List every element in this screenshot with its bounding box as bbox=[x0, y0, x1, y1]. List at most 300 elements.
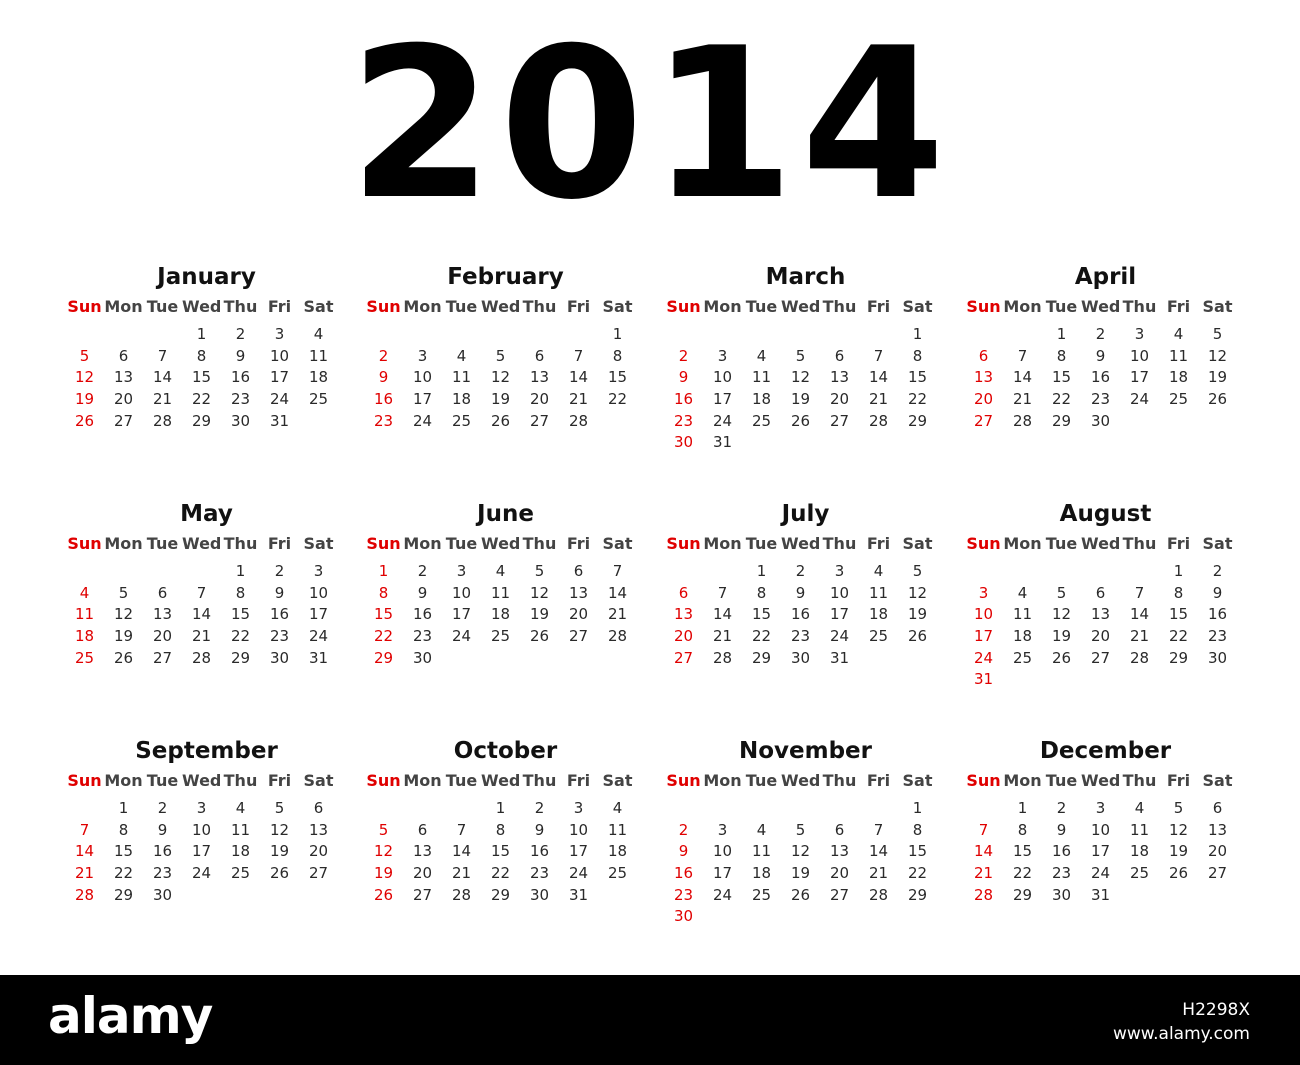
calendar-day: 11 bbox=[607, 820, 628, 839]
calendar-day: 6 bbox=[978, 346, 989, 365]
calendar-day: 27 bbox=[829, 885, 850, 904]
calendar-day: 6 bbox=[534, 346, 545, 365]
calendar-day: 14 bbox=[868, 368, 889, 387]
calendar-day: 11 bbox=[1012, 605, 1033, 624]
calendar-day: 2 bbox=[678, 346, 689, 365]
calendar-day: 18 bbox=[490, 605, 511, 624]
weekday-header: Fri bbox=[866, 297, 891, 316]
calendar-day: 15 bbox=[751, 605, 772, 624]
empty-day bbox=[664, 798, 703, 820]
empty-day bbox=[182, 561, 221, 583]
calendar-day: 24 bbox=[829, 627, 850, 646]
calendar-day: 26 bbox=[74, 411, 95, 430]
weekday-header: Sat bbox=[902, 771, 933, 790]
calendar-day: 6 bbox=[573, 562, 584, 580]
calendar-day: 8 bbox=[912, 346, 923, 365]
weekday-header: Wed bbox=[481, 297, 521, 316]
calendar-day: 25 bbox=[751, 411, 772, 430]
calendar-day: 2 bbox=[235, 325, 246, 343]
calendar-day: 23 bbox=[152, 864, 173, 883]
calendar-day: 2 bbox=[1095, 325, 1106, 343]
calendar-day: 27 bbox=[113, 411, 134, 430]
calendar-day: 14 bbox=[152, 368, 173, 387]
calendar-day: 27 bbox=[412, 885, 433, 904]
calendar-day: 5 bbox=[1173, 799, 1184, 817]
calendar-day: 3 bbox=[717, 346, 728, 365]
calendar-day: 19 bbox=[790, 864, 811, 883]
calendar-day: 19 bbox=[269, 842, 290, 861]
calendar-day: 9 bbox=[274, 583, 285, 602]
weekday-header: Sun bbox=[666, 534, 701, 553]
calendar-day: 29 bbox=[1168, 648, 1189, 667]
calendar-day: 30 bbox=[673, 907, 694, 926]
calendar-day: 14 bbox=[712, 605, 733, 624]
weekday-header: Fri bbox=[267, 534, 292, 553]
calendar-day: 23 bbox=[373, 411, 394, 430]
weekday-header: Sun bbox=[666, 771, 701, 790]
calendar-day: 3 bbox=[1095, 799, 1106, 817]
weekday-header: Tue bbox=[745, 297, 778, 316]
month-name: July bbox=[781, 501, 830, 527]
weekday-header: Sat bbox=[602, 534, 633, 553]
weekday-header: Fri bbox=[267, 297, 292, 316]
calendar-day: 25 bbox=[74, 648, 95, 667]
calendar-day: 22 bbox=[1168, 627, 1189, 646]
weekday-header: Sun bbox=[67, 297, 102, 316]
weekday-header: Tue bbox=[445, 534, 478, 553]
calendar-day: 24 bbox=[1129, 390, 1150, 409]
calendar-day: 29 bbox=[191, 411, 212, 430]
calendar-day: 14 bbox=[1129, 605, 1150, 624]
month-april bbox=[964, 262, 1239, 432]
calendar-day: 9 bbox=[1056, 820, 1067, 839]
weekday-header: Fri bbox=[1166, 297, 1191, 316]
calendar-day: 13 bbox=[1090, 605, 1111, 624]
weekday-header: Thu bbox=[223, 297, 258, 316]
image-id: H2298X bbox=[1182, 1000, 1250, 1020]
calendar-day: 11 bbox=[451, 368, 472, 387]
calendar-day: 25 bbox=[607, 864, 628, 883]
calendar-day: 10 bbox=[973, 605, 994, 624]
empty-day bbox=[364, 324, 403, 346]
calendar-day: 30 bbox=[152, 885, 173, 904]
calendar-day: 4 bbox=[495, 562, 506, 580]
calendar-day: 31 bbox=[829, 648, 850, 667]
calendar-day: 23 bbox=[673, 411, 694, 430]
calendar-day: 5 bbox=[274, 799, 285, 817]
empty-day bbox=[742, 798, 781, 820]
calendar-day: 6 bbox=[1212, 799, 1223, 817]
calendar-day: 21 bbox=[152, 390, 173, 409]
weekday-header: Wed bbox=[1081, 771, 1121, 790]
calendar-day: 15 bbox=[1168, 605, 1189, 624]
empty-day bbox=[143, 561, 182, 583]
calendar-day: 20 bbox=[1090, 627, 1111, 646]
calendar-day: 8 bbox=[495, 820, 506, 839]
empty-day bbox=[442, 324, 481, 346]
calendar-day: 15 bbox=[907, 368, 928, 387]
empty-day bbox=[403, 324, 442, 346]
day-grid bbox=[664, 324, 939, 454]
empty-day bbox=[703, 324, 742, 346]
calendar-day: 5 bbox=[1212, 325, 1223, 343]
weekday-header: Sun bbox=[666, 297, 701, 316]
calendar-day: 8 bbox=[196, 346, 207, 365]
calendar-day: 26 bbox=[1051, 648, 1072, 667]
calendar-day: 26 bbox=[269, 864, 290, 883]
calendar-day: 28 bbox=[191, 648, 212, 667]
weekday-header: Mon bbox=[104, 297, 143, 316]
weekday-header: Wed bbox=[1081, 297, 1121, 316]
calendar-day: 7 bbox=[873, 346, 884, 365]
day-grid bbox=[964, 561, 1239, 691]
empty-day bbox=[703, 561, 742, 583]
calendar-day: 12 bbox=[1168, 820, 1189, 839]
weekday-header-row bbox=[964, 529, 1239, 559]
calendar-day: 31 bbox=[269, 411, 290, 430]
weekday-header: Sat bbox=[1202, 534, 1233, 553]
calendar-day: 13 bbox=[152, 605, 173, 624]
calendar-day: 18 bbox=[308, 368, 329, 387]
calendar-day: 9 bbox=[157, 820, 168, 839]
calendar-day: 22 bbox=[607, 390, 628, 409]
weekday-header: Sun bbox=[966, 297, 1001, 316]
calendar-day: 8 bbox=[756, 583, 767, 602]
day-grid bbox=[65, 798, 340, 906]
weekday-header: Fri bbox=[267, 771, 292, 790]
weekday-header-row bbox=[964, 766, 1239, 796]
calendar-day: 31 bbox=[712, 433, 733, 452]
calendar-day: 29 bbox=[113, 885, 134, 904]
empty-day bbox=[664, 324, 703, 346]
calendar-day: 15 bbox=[1012, 842, 1033, 861]
calendar-day: 19 bbox=[74, 390, 95, 409]
month-name: September bbox=[135, 738, 278, 764]
calendar-day: 9 bbox=[678, 368, 689, 387]
weekday-header-row bbox=[364, 529, 639, 559]
weekday-header: Thu bbox=[822, 297, 857, 316]
month-november bbox=[664, 736, 939, 928]
calendar-day: 22 bbox=[751, 627, 772, 646]
month-september bbox=[65, 736, 340, 906]
month-february bbox=[364, 262, 639, 432]
month-name: March bbox=[765, 264, 846, 290]
calendar-day: 2 bbox=[534, 799, 545, 817]
weekday-header: Tue bbox=[445, 297, 478, 316]
empty-day bbox=[143, 324, 182, 346]
calendar-day: 28 bbox=[973, 885, 994, 904]
weekday-header: Sat bbox=[902, 297, 933, 316]
calendar-day: 16 bbox=[1051, 842, 1072, 861]
empty-day bbox=[65, 324, 104, 346]
brand-logo: alamy bbox=[48, 987, 213, 1045]
calendar-day: 21 bbox=[74, 864, 95, 883]
weekday-header: Sun bbox=[966, 534, 1001, 553]
calendar-day: 28 bbox=[712, 648, 733, 667]
site-url: www.alamy.com bbox=[1112, 1024, 1250, 1044]
empty-day bbox=[1120, 561, 1159, 583]
calendar-day: 5 bbox=[912, 562, 923, 580]
calendar-day: 9 bbox=[417, 583, 428, 602]
calendar-day: 10 bbox=[829, 583, 850, 602]
calendar-day: 14 bbox=[1012, 368, 1033, 387]
calendar-day: 2 bbox=[795, 562, 806, 580]
calendar-day: 8 bbox=[1056, 346, 1067, 365]
day-grid bbox=[65, 561, 340, 669]
calendar-day: 2 bbox=[1056, 799, 1067, 817]
calendar-day: 27 bbox=[529, 411, 550, 430]
calendar-day: 20 bbox=[829, 864, 850, 883]
calendar-day: 16 bbox=[230, 368, 251, 387]
calendar-day: 13 bbox=[673, 605, 694, 624]
calendar-day: 6 bbox=[417, 820, 428, 839]
calendar-day: 16 bbox=[529, 842, 550, 861]
weekday-header: Thu bbox=[1122, 534, 1157, 553]
empty-day bbox=[364, 798, 403, 820]
empty-day bbox=[65, 561, 104, 583]
calendar-day: 1 bbox=[1056, 325, 1067, 343]
calendar-day: 4 bbox=[873, 562, 884, 580]
calendar-day: 17 bbox=[712, 390, 733, 409]
month-march bbox=[664, 262, 939, 454]
calendar-day: 23 bbox=[269, 627, 290, 646]
calendar-day: 11 bbox=[751, 842, 772, 861]
calendar-day: 15 bbox=[1051, 368, 1072, 387]
weekday-header: Fri bbox=[866, 771, 891, 790]
calendar-day: 27 bbox=[1090, 648, 1111, 667]
calendar-day: 6 bbox=[678, 583, 689, 602]
calendar-day: 6 bbox=[834, 820, 845, 839]
weekday-header-row bbox=[664, 529, 939, 559]
calendar-day: 8 bbox=[912, 820, 923, 839]
weekday-header: Thu bbox=[1122, 297, 1157, 316]
month-may bbox=[65, 499, 340, 669]
calendar-day: 8 bbox=[612, 346, 623, 365]
calendar-day: 24 bbox=[308, 627, 329, 646]
calendar-day: 7 bbox=[456, 820, 467, 839]
calendar-day: 9 bbox=[678, 842, 689, 861]
weekday-header: Thu bbox=[522, 534, 557, 553]
calendar-day: 26 bbox=[790, 411, 811, 430]
weekday-header: Sat bbox=[902, 534, 933, 553]
empty-day bbox=[742, 324, 781, 346]
calendar-day: 23 bbox=[412, 627, 433, 646]
calendar-day: 3 bbox=[196, 799, 207, 817]
calendar-day: 10 bbox=[308, 583, 329, 602]
calendar-day: 11 bbox=[751, 368, 772, 387]
calendar-day: 17 bbox=[1090, 842, 1111, 861]
calendar-day: 13 bbox=[113, 368, 134, 387]
calendar-day: 2 bbox=[678, 820, 689, 839]
calendar-day: 5 bbox=[795, 820, 806, 839]
weekday-header-row bbox=[364, 766, 639, 796]
weekday-header-row bbox=[65, 292, 340, 322]
calendar-day: 20 bbox=[973, 390, 994, 409]
calendar-day: 2 bbox=[1212, 562, 1223, 580]
empty-day bbox=[781, 324, 820, 346]
calendar-day: 15 bbox=[907, 842, 928, 861]
weekday-header: Tue bbox=[1045, 534, 1078, 553]
calendar-day: 23 bbox=[790, 627, 811, 646]
calendar-day: 28 bbox=[568, 411, 589, 430]
calendar-day: 23 bbox=[529, 864, 550, 883]
weekday-header: Thu bbox=[522, 297, 557, 316]
calendar-day: 5 bbox=[495, 346, 506, 365]
calendar-day: 28 bbox=[1012, 411, 1033, 430]
calendar-day: 13 bbox=[1207, 820, 1228, 839]
weekday-header: Mon bbox=[1003, 534, 1042, 553]
calendar-day: 21 bbox=[973, 864, 994, 883]
calendar-day: 30 bbox=[412, 648, 433, 667]
weekday-header: Wed bbox=[481, 771, 521, 790]
calendar-day: 24 bbox=[191, 864, 212, 883]
calendar-day: 20 bbox=[529, 390, 550, 409]
calendar-day: 7 bbox=[978, 820, 989, 839]
calendar-day: 23 bbox=[1051, 864, 1072, 883]
empty-day bbox=[104, 324, 143, 346]
calendar-day: 5 bbox=[378, 820, 389, 839]
weekday-header: Thu bbox=[822, 534, 857, 553]
calendar-day: 30 bbox=[230, 411, 251, 430]
calendar-day: 27 bbox=[973, 411, 994, 430]
calendar-day: 17 bbox=[829, 605, 850, 624]
calendar-day: 1 bbox=[196, 325, 207, 343]
calendar-day: 4 bbox=[1173, 325, 1184, 343]
month-name: June bbox=[477, 501, 534, 527]
calendar-day: 1 bbox=[1173, 562, 1184, 580]
calendar-day: 19 bbox=[490, 390, 511, 409]
calendar-day: 1 bbox=[1017, 799, 1028, 817]
calendar-day: 4 bbox=[1134, 799, 1145, 817]
calendar-day: 18 bbox=[230, 842, 251, 861]
calendar-day: 3 bbox=[573, 799, 584, 817]
weekday-header: Tue bbox=[1045, 771, 1078, 790]
calendar-day: 11 bbox=[1129, 820, 1150, 839]
calendar-day: 20 bbox=[829, 390, 850, 409]
empty-day bbox=[859, 324, 898, 346]
calendar-day: 18 bbox=[1129, 842, 1150, 861]
weekday-header: Mon bbox=[104, 771, 143, 790]
calendar-day: 12 bbox=[490, 368, 511, 387]
calendar-day: 5 bbox=[1056, 583, 1067, 602]
calendar-day: 18 bbox=[1012, 627, 1033, 646]
empty-day bbox=[403, 798, 442, 820]
calendar-day: 10 bbox=[712, 368, 733, 387]
weekday-header: Mon bbox=[703, 534, 742, 553]
calendar-day: 22 bbox=[373, 627, 394, 646]
weekday-header: Wed bbox=[182, 771, 222, 790]
calendar-day: 7 bbox=[1017, 346, 1028, 365]
calendar-day: 6 bbox=[1095, 583, 1106, 602]
weekday-header: Sat bbox=[1202, 771, 1233, 790]
calendar-day: 4 bbox=[1017, 583, 1028, 602]
calendar-day: 30 bbox=[269, 648, 290, 667]
calendar-day: 23 bbox=[673, 885, 694, 904]
calendar-day: 22 bbox=[907, 864, 928, 883]
calendar-day: 4 bbox=[456, 346, 467, 365]
calendar-day: 26 bbox=[907, 627, 928, 646]
weekday-header: Sun bbox=[366, 534, 401, 553]
calendar-day: 7 bbox=[873, 820, 884, 839]
calendar-day: 15 bbox=[113, 842, 134, 861]
calendar-day: 9 bbox=[1212, 583, 1223, 602]
weekday-header: Wed bbox=[481, 534, 521, 553]
weekday-header: Wed bbox=[182, 297, 222, 316]
calendar-day: 14 bbox=[607, 583, 628, 602]
weekday-header: Tue bbox=[445, 771, 478, 790]
empty-day bbox=[1003, 561, 1042, 583]
calendar-day: 7 bbox=[79, 820, 90, 839]
calendar-day: 7 bbox=[573, 346, 584, 365]
weekday-header: Mon bbox=[403, 297, 442, 316]
empty-day bbox=[964, 798, 1003, 820]
calendar-day: 23 bbox=[1090, 390, 1111, 409]
calendar-day: 16 bbox=[412, 605, 433, 624]
weekday-header: Thu bbox=[522, 771, 557, 790]
empty-day bbox=[781, 798, 820, 820]
calendar-day: 10 bbox=[191, 820, 212, 839]
calendar-day: 15 bbox=[607, 368, 628, 387]
weekday-header: Fri bbox=[866, 534, 891, 553]
weekday-header: Wed bbox=[781, 297, 821, 316]
footer-bar bbox=[0, 975, 1300, 1065]
calendar-day: 17 bbox=[712, 864, 733, 883]
weekday-header: Thu bbox=[223, 534, 258, 553]
calendar-day: 5 bbox=[79, 346, 90, 365]
calendar-day: 25 bbox=[1012, 648, 1033, 667]
weekday-header: Thu bbox=[223, 771, 258, 790]
calendar-day: 30 bbox=[1090, 411, 1111, 430]
weekday-header: Sun bbox=[366, 771, 401, 790]
calendar-day: 2 bbox=[378, 346, 389, 365]
calendar-day: 4 bbox=[313, 325, 324, 343]
calendar-day: 12 bbox=[1207, 346, 1228, 365]
calendar-day: 6 bbox=[118, 346, 129, 365]
calendar-day: 17 bbox=[412, 390, 433, 409]
calendar-day: 12 bbox=[113, 605, 134, 624]
weekday-header: Tue bbox=[146, 771, 179, 790]
calendar-day: 16 bbox=[152, 842, 173, 861]
empty-day bbox=[964, 561, 1003, 583]
calendar-day: 2 bbox=[157, 799, 168, 817]
month-name: January bbox=[157, 264, 256, 290]
calendar-day: 9 bbox=[795, 583, 806, 602]
calendar-day: 24 bbox=[712, 411, 733, 430]
empty-day bbox=[1081, 561, 1120, 583]
calendar-day: 3 bbox=[313, 562, 324, 580]
calendar-day: 1 bbox=[495, 799, 506, 817]
weekday-header: Sun bbox=[966, 771, 1001, 790]
calendar-day: 20 bbox=[1207, 842, 1228, 861]
calendar-day: 29 bbox=[1012, 885, 1033, 904]
calendar-day: 26 bbox=[1168, 864, 1189, 883]
calendar-day: 25 bbox=[230, 864, 251, 883]
day-grid bbox=[364, 324, 639, 432]
calendar-day: 9 bbox=[378, 368, 389, 387]
calendar-day: 11 bbox=[74, 605, 95, 624]
calendar-day: 6 bbox=[157, 583, 168, 602]
weekday-header: Thu bbox=[822, 771, 857, 790]
calendar-day: 23 bbox=[230, 390, 251, 409]
calendar-day: 22 bbox=[907, 390, 928, 409]
calendar-day: 12 bbox=[373, 842, 394, 861]
calendar-day: 31 bbox=[973, 670, 994, 689]
weekday-header: Tue bbox=[1045, 297, 1078, 316]
weekday-header: Tue bbox=[745, 534, 778, 553]
weekday-header: Wed bbox=[781, 534, 821, 553]
calendar-day: 14 bbox=[973, 842, 994, 861]
calendar-day: 28 bbox=[451, 885, 472, 904]
